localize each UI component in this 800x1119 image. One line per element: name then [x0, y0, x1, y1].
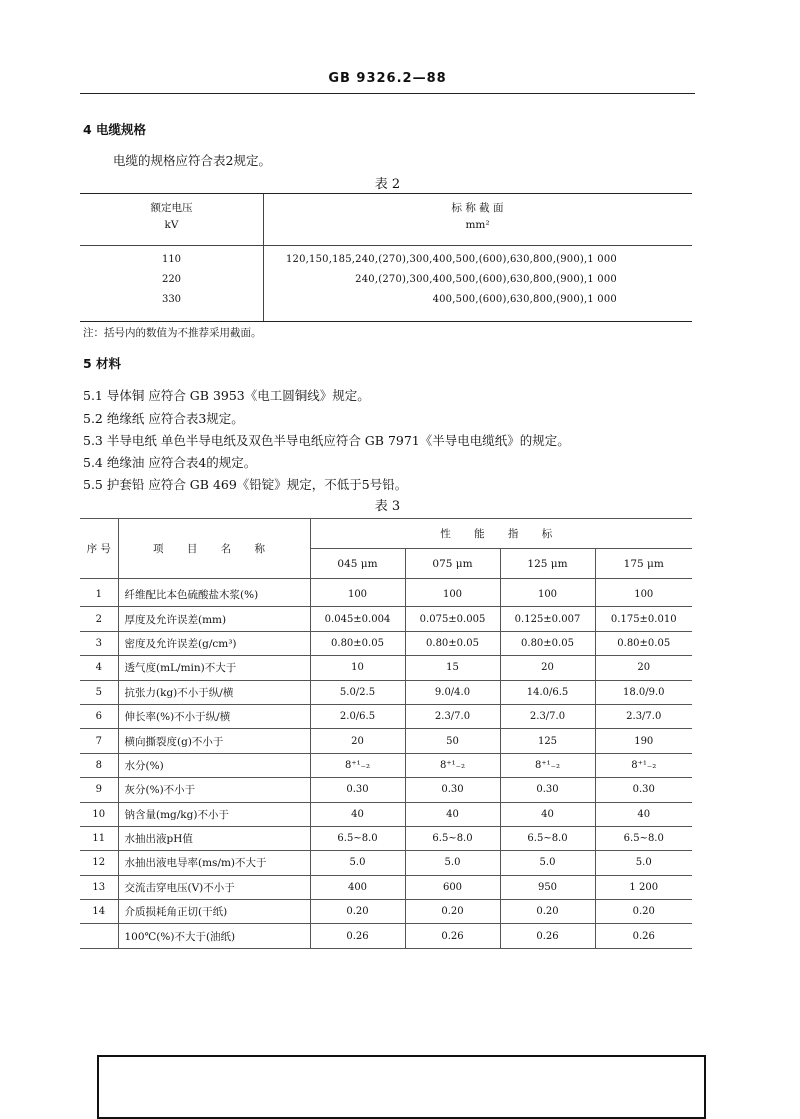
value-cell: 950	[500, 875, 595, 899]
row-number: 14	[80, 900, 118, 924]
row-number: 8	[80, 753, 118, 777]
table-3-caption: 表 3	[374, 499, 401, 514]
value-cell: 40	[500, 802, 595, 826]
material-item: 5.5 护套铅 应符合 GB 469《铅锭》规定，不低于5号铅。	[83, 477, 408, 492]
value-cell: 0.26	[595, 924, 692, 948]
table-row	[80, 680, 692, 704]
table-row	[80, 778, 692, 802]
row-number: 3	[80, 631, 118, 655]
value-cell: 0.80±0.05	[310, 631, 405, 655]
value-cell: 0.26	[500, 924, 595, 948]
value-cell: 5.0	[500, 851, 595, 875]
item-name: 水分(%)	[118, 753, 310, 777]
table-row	[80, 579, 692, 607]
item-name: 介质损耗角正切(干纸)	[118, 900, 310, 924]
table-row	[80, 729, 692, 753]
value-cell: 400	[310, 875, 405, 899]
header-item: 项 目 名 称	[118, 519, 310, 579]
item-name: 交流击穿电压(V)不小于	[118, 875, 310, 899]
table-2-section-cell: 240,(270),300,400,500,(600),630,800,(900),1 000	[355, 274, 617, 285]
value-cell: 0.045±0.004	[310, 607, 405, 631]
section-4-title: 4 电缆规格	[83, 122, 147, 137]
row-number: 12	[80, 851, 118, 875]
table-row	[80, 826, 692, 850]
value-cell: 6.5~8.0	[310, 826, 405, 850]
table-2-caption: 表 2	[374, 177, 401, 192]
header-thickness-col: 175 μm	[595, 549, 692, 579]
table-2-header-voltage	[80, 200, 263, 234]
value-cell: 50	[405, 729, 500, 753]
value-cell: 2.3/7.0	[595, 704, 692, 728]
table-row	[80, 607, 692, 631]
value-cell: 40	[310, 802, 405, 826]
value-cell: 8⁺¹₋₂	[595, 753, 692, 777]
table-2-section-cell: 120,150,185,240,(270),300,400,500,(600),630,800,(900),1 000	[285, 254, 617, 265]
item-name: 透气度(mL/min)不大于	[118, 656, 310, 680]
table-3	[80, 518, 692, 949]
value-cell: 0.20	[500, 900, 595, 924]
table-2-header-section	[263, 200, 692, 234]
value-cell: 1 200	[595, 875, 692, 899]
value-cell: 40	[405, 802, 500, 826]
value-cell: 100	[500, 579, 595, 607]
table-row	[80, 631, 692, 655]
header-thickness-col: 045 μm	[310, 549, 405, 579]
value-cell: 0.80±0.05	[595, 631, 692, 655]
table-row	[80, 875, 692, 899]
row-number: 6	[80, 704, 118, 728]
value-cell: 100	[595, 579, 692, 607]
value-cell: 100	[405, 579, 500, 607]
section-5-title: 5 材料	[83, 356, 122, 371]
value-cell: 10	[310, 656, 405, 680]
table-row	[80, 802, 692, 826]
value-cell: 0.30	[500, 778, 595, 802]
value-cell: 6.5~8.0	[500, 826, 595, 850]
value-cell: 0.125±0.007	[500, 607, 595, 631]
value-cell: 9.0/4.0	[405, 680, 500, 704]
value-cell: 0.30	[310, 778, 405, 802]
header-thickness-col: 125 μm	[500, 549, 595, 579]
voltage-header-unit: kV	[164, 219, 179, 231]
value-cell: 2.0/6.5	[310, 704, 405, 728]
item-name: 水抽出液pH值	[118, 826, 310, 850]
item-name: 横向撕裂度(g)不小于	[118, 729, 310, 753]
voltage-header-label: 额定电压	[150, 202, 193, 214]
material-item: 5.2 绝缘纸 应符合表3规定。	[83, 411, 244, 426]
item-name: 伸长率(%)不小于纵/横	[118, 704, 310, 728]
value-cell: 0.30	[405, 778, 500, 802]
value-cell: 0.30	[595, 778, 692, 802]
item-name: 密度及允许误差(g/cm³)	[118, 631, 310, 655]
table-2-voltage-cell: 110	[161, 254, 182, 265]
section-header-unit: mm²	[465, 219, 490, 231]
value-cell: 600	[405, 875, 500, 899]
table-row	[80, 656, 692, 680]
value-cell: 20	[500, 656, 595, 680]
item-name: 灰分(%)不小于	[118, 778, 310, 802]
item-name: 厚度及允许误差(mm)	[118, 607, 310, 631]
value-cell: 0.80±0.05	[500, 631, 595, 655]
row-number: 5	[80, 680, 118, 704]
value-cell: 8⁺¹₋₂	[310, 753, 405, 777]
header-performance: 性 能 指 标	[310, 519, 692, 549]
section-4-text: 电缆的规格应符合表2规定。	[113, 153, 271, 168]
table-2-header-divider	[80, 245, 692, 246]
value-cell: 0.20	[595, 900, 692, 924]
value-cell: 6.5~8.0	[405, 826, 500, 850]
row-number: 10	[80, 802, 118, 826]
item-name: 100℃(%)不大于(油纸)	[118, 924, 310, 948]
row-number: 13	[80, 875, 118, 899]
bottom-frame	[97, 1055, 706, 1119]
table-row	[80, 704, 692, 728]
table-row	[80, 753, 692, 777]
value-cell: 20	[310, 729, 405, 753]
value-cell: 100	[310, 579, 405, 607]
row-number: 7	[80, 729, 118, 753]
table-2-voltage-cell: 330	[161, 294, 182, 305]
table-2-voltage-cell: 220	[161, 274, 182, 285]
header-rule	[80, 93, 695, 94]
value-cell: 0.26	[310, 924, 405, 948]
table-2	[80, 193, 692, 322]
value-cell: 2.3/7.0	[500, 704, 595, 728]
row-number: 4	[80, 656, 118, 680]
value-cell: 0.80±0.05	[405, 631, 500, 655]
value-cell: 0.20	[405, 900, 500, 924]
material-item: 5.3 半导电纸 单色半导电纸及双色半导电纸应符合 GB 7971《半导电电缆纸》的规定。	[83, 433, 570, 448]
value-cell: 5.0	[595, 851, 692, 875]
table-3-body	[80, 579, 692, 949]
value-cell: 5.0/2.5	[310, 680, 405, 704]
value-cell: 2.3/7.0	[405, 704, 500, 728]
header-seq: 序 号	[80, 519, 118, 579]
item-name: 钠含量(mg/kg)不小于	[118, 802, 310, 826]
value-cell: 125	[500, 729, 595, 753]
value-cell: 20	[595, 656, 692, 680]
table-row	[80, 900, 692, 924]
value-cell: 0.26	[405, 924, 500, 948]
value-cell: 190	[595, 729, 692, 753]
value-cell: 5.0	[405, 851, 500, 875]
value-cell: 8⁺¹₋₂	[405, 753, 500, 777]
header-thickness-col: 075 μm	[405, 549, 500, 579]
row-number: 11	[80, 826, 118, 850]
value-cell: 0.075±0.005	[405, 607, 500, 631]
row-number: 1	[80, 579, 118, 607]
row-number: 2	[80, 607, 118, 631]
value-cell: 40	[595, 802, 692, 826]
item-name: 水抽出液电导率(ms/m)不大于	[118, 851, 310, 875]
value-cell: 18.0/9.0	[595, 680, 692, 704]
row-number	[80, 924, 118, 948]
table-2-section-cell: 400,500,(600),630,800,(900),1 000	[432, 294, 617, 305]
table-row	[80, 851, 692, 875]
item-name: 纤维配比本色硫酸盐木浆(%)	[118, 579, 310, 607]
table-row	[80, 924, 692, 948]
material-item: 5.1 导体铜 应符合 GB 3953《电工圆铜线》规定。	[83, 388, 370, 403]
material-item: 5.4 绝缘油 应符合表4的规定。	[83, 455, 257, 470]
row-number: 9	[80, 778, 118, 802]
section-header-label: 标 称 截 面	[451, 202, 504, 214]
value-cell: 14.0/6.5	[500, 680, 595, 704]
value-cell: 6.5~8.0	[595, 826, 692, 850]
table-2-note: 注：括号内的数值为不推荐采用截面。	[83, 327, 262, 339]
item-name: 抗张力(kg)不小于纵/横	[118, 680, 310, 704]
value-cell: 0.175±0.010	[595, 607, 692, 631]
value-cell: 0.20	[310, 900, 405, 924]
value-cell: 5.0	[310, 851, 405, 875]
standard-number: GB 9326.2—88	[328, 71, 447, 86]
value-cell: 8⁺¹₋₂	[500, 753, 595, 777]
value-cell: 15	[405, 656, 500, 680]
